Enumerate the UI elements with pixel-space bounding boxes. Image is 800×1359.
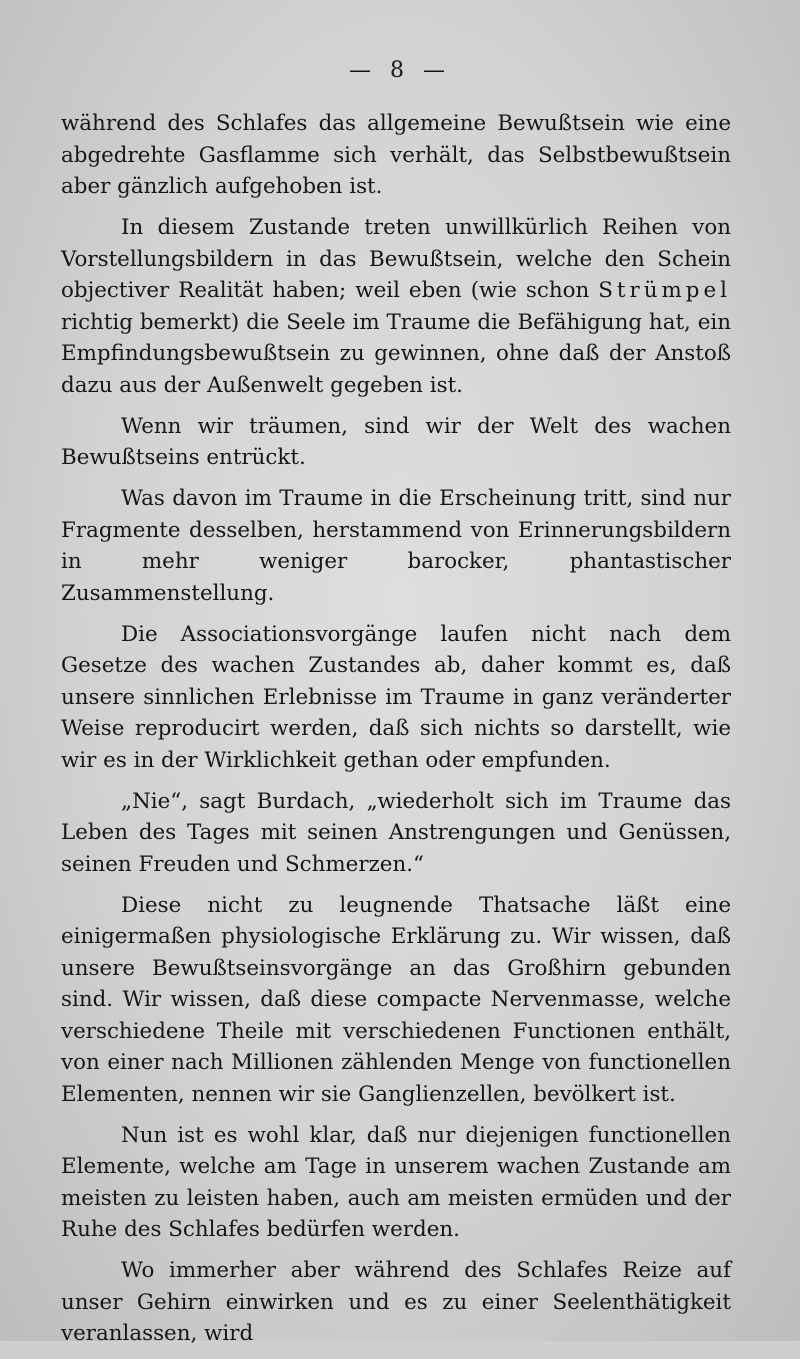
body-text bbox=[61, 108, 731, 1359]
paragraph-text: richtig bemerkt) die Seele im Traume die Befähigung hat, ein Empfindungsbewußtsein zu gewinnen, ohne daß der Anstoß dazu aus der Außenwelt gegeben ist. bbox=[61, 309, 731, 398]
paragraph: Nun ist es wohl klar, daß nur diejenigen functionellen Elemente, welche am Tage in unserem wachen Zustande am meisten zu leisten haben, auch am meisten ermüden und der Ruhe des Schlafes bedürfen werden. bbox=[61, 1122, 731, 1242]
paragraph: Die Associationsvorgänge laufen nicht nach dem Gesetze des wachen Zustandes ab, daher kommt es, daß unsere sinnlichen Erlebnisse im Traume in ganz veränderter Weise reproducirt werden, daß sich nichts so darstellt, wie wir es in der Wirklichkeit gethan oder empfunden. bbox=[61, 621, 731, 773]
paragraph-text: In diesem Zustande treten unwillkürlich Reihen von Vorstellungsbildern in das Bewußtsein, welche den Schein objectiver Realität haben; weil eben (wie schon bbox=[61, 215, 731, 303]
paragraph: Diese nicht zu leugnende Thatsache läßt eine einigermaßen physiologische Erklärung zu. Wir wissen, daß unsere Bewußtseinsvorgänge an das Großhirn gebunden sind. Wir wissen, daß diese compacte Nervenmasse, welche verschiedene Theile mit verschiedenen Functionen enthält, von einer nach Millionen zählenden Menge von functionellen Elementen, nennen wir sie Ganglienzellen, bevölkert ist. bbox=[61, 892, 731, 1107]
paragraph: „Nie“, sagt Burdach, „wiederholt sich im Traume das Leben des Tages mit seinen Anstrengungen und Genüssen, seinen Freuden und Schmerzen.“ bbox=[61, 788, 731, 877]
paragraph bbox=[61, 212, 731, 401]
paragraph: Was davon im Traume in die Erscheinung tritt, sind nur Fragmente desselben, herstammend von Erinnerungsbildern in mehr weniger barocker, phantastischer Zusammenstellung. bbox=[61, 486, 731, 606]
author-name-spaced: Strümpel bbox=[598, 278, 731, 303]
page-number: — 8 — bbox=[349, 58, 451, 83]
paragraph: Wenn wir träumen, sind wir der Welt des wachen Bewußtseins entrückt. bbox=[61, 413, 731, 470]
paragraph: während des Schlafes das allgemeine Bewußtsein wie eine abgedrehte Gasflamme sich verhält, das Selbstbewußtsein aber gänzlich aufgehoben ist. bbox=[61, 111, 731, 199]
paragraph: Wo immerher aber während des Schlafes Reize auf unser Gehirn einwirken und es zu einer Seelenthätigkeit veranlassen, wird bbox=[61, 1258, 731, 1346]
